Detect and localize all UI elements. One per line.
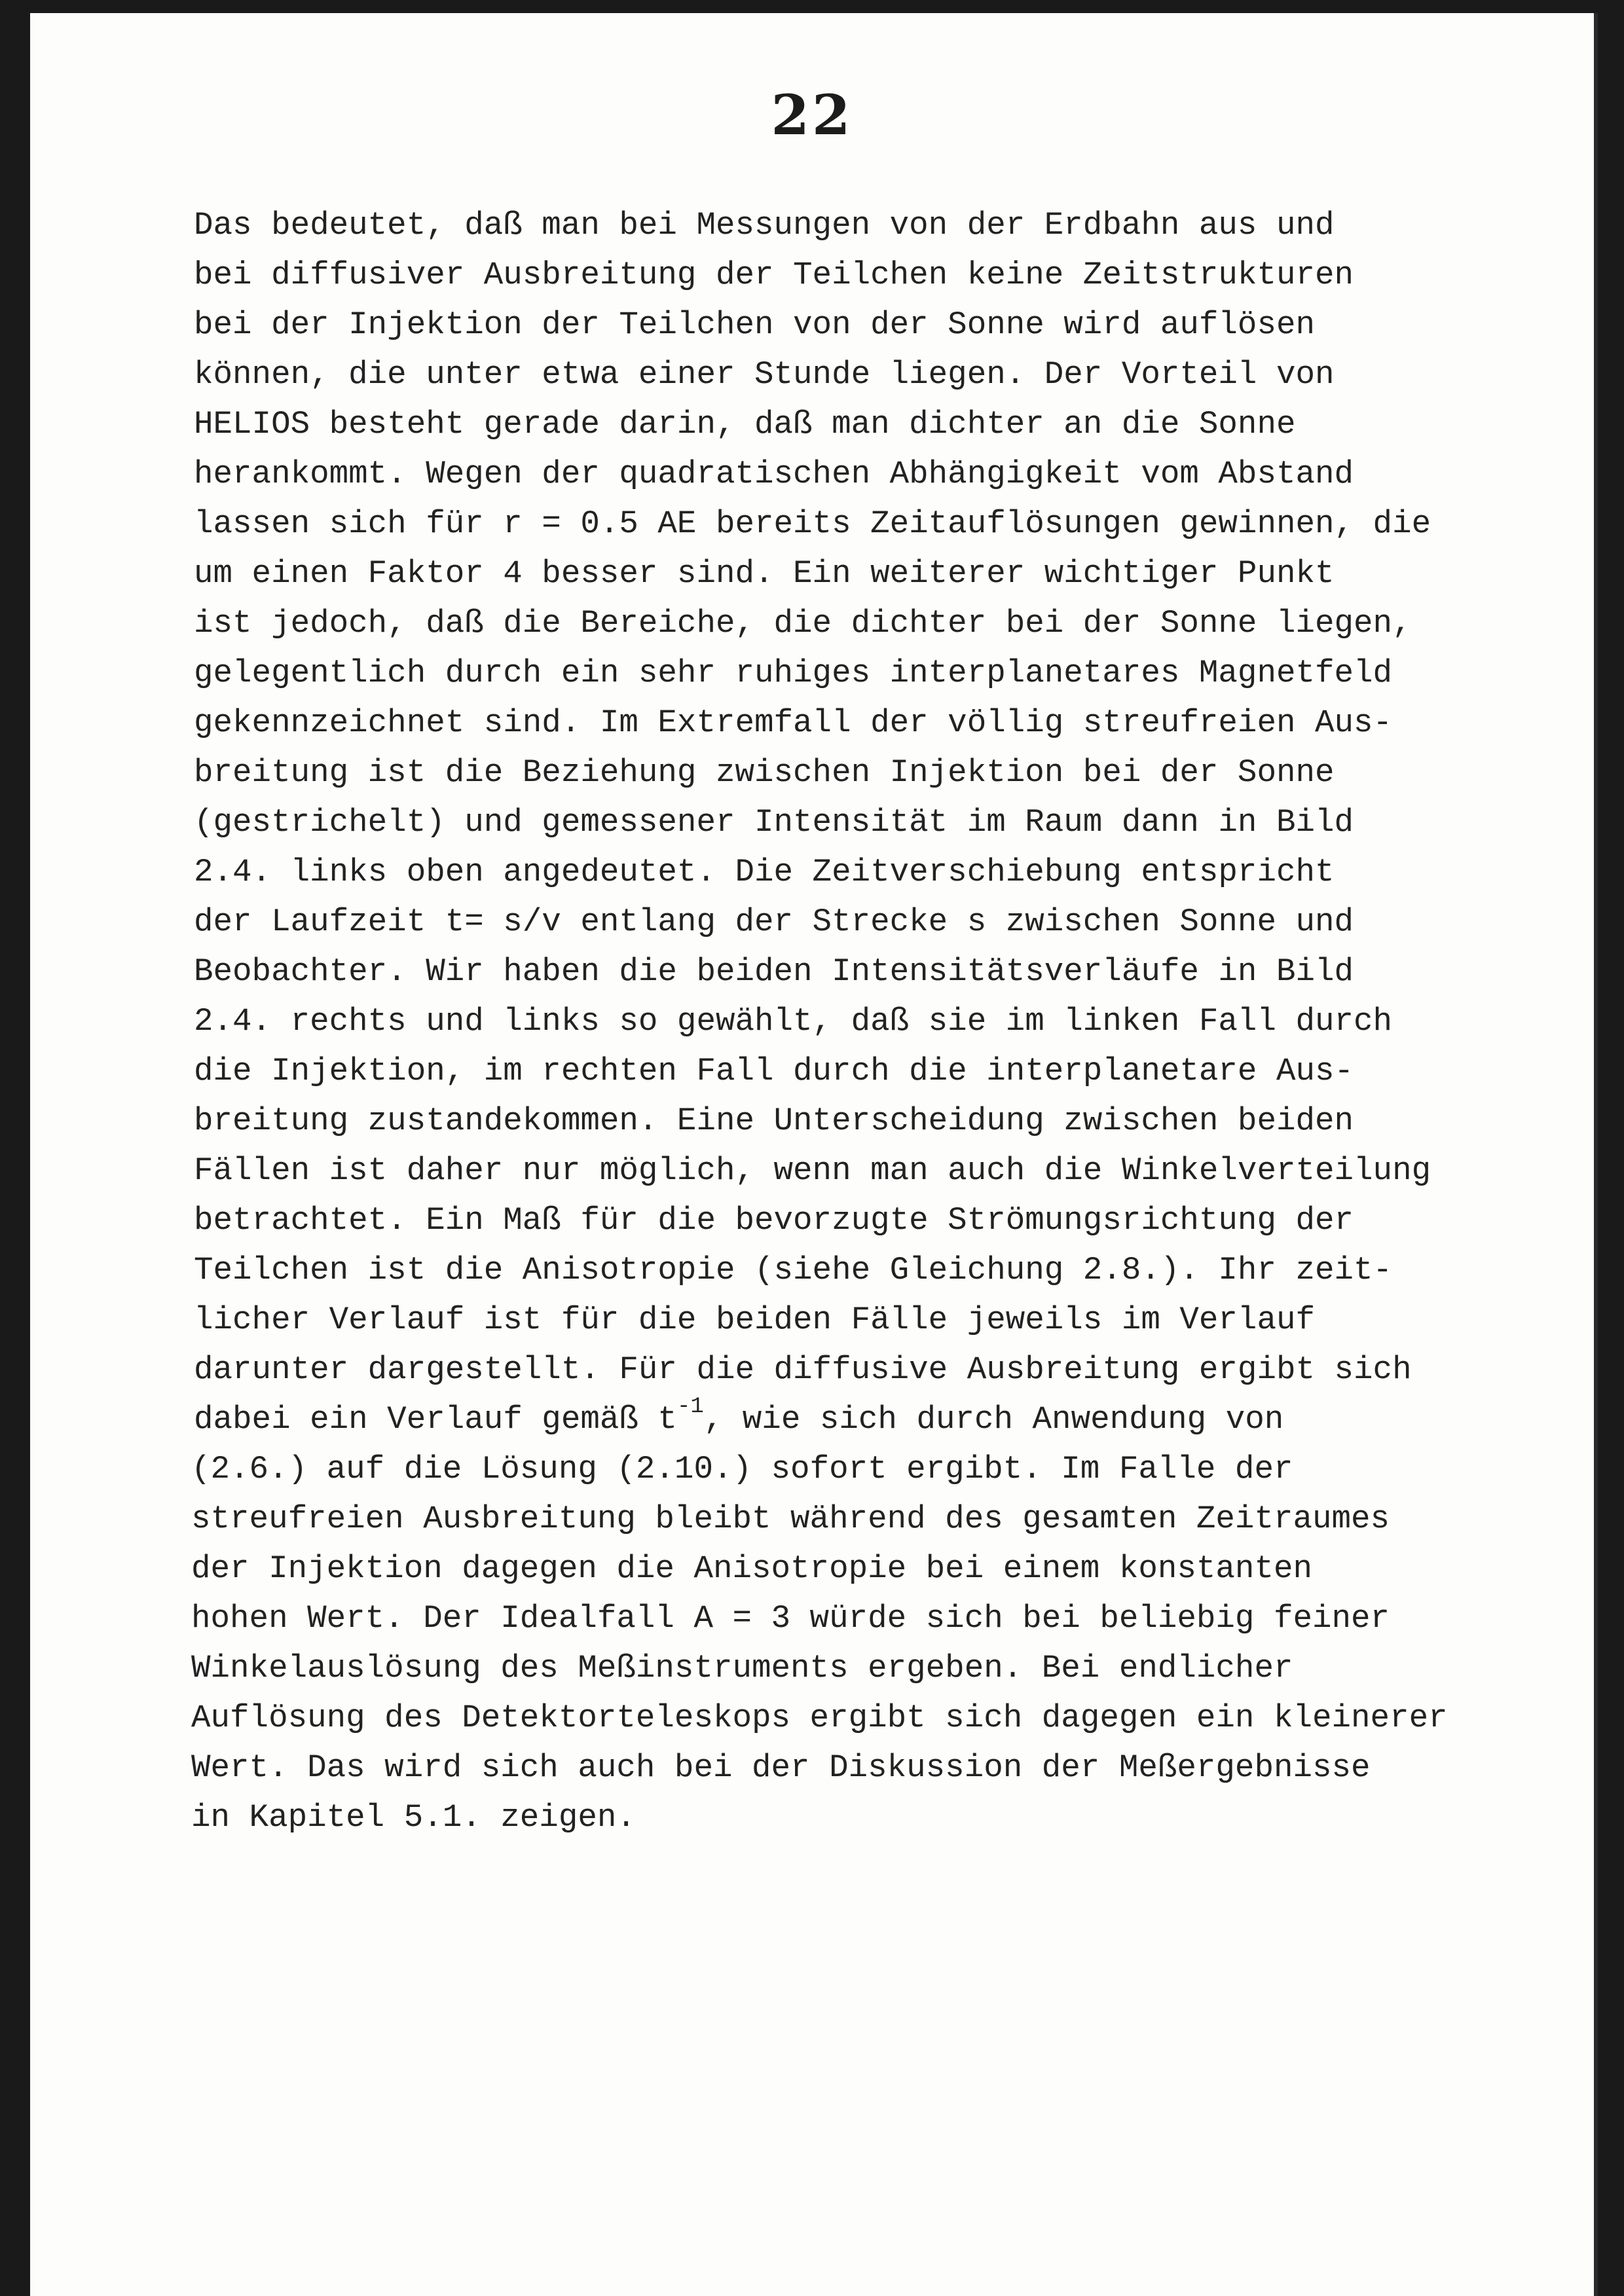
formula-line-before: dabei ein Verlauf gemäß t: [194, 1401, 677, 1438]
text-line: können, die unter etwa einer Stunde liegen. Der Vorteil von: [194, 356, 1335, 393]
text-line: hohen Wert. Der Idealfall A = 3 würde sich bei beliebig feiner: [191, 1600, 1390, 1637]
text-line: Beobachter. Wir haben die beiden Intensitätsverläufe in Bild: [194, 953, 1354, 990]
text-line: breitung zustandekommen. Eine Unterscheidung zwischen beiden: [194, 1102, 1354, 1139]
text-line: (2.6.) auf die Lösung (2.10.) sofort ergibt. Im Falle der: [191, 1451, 1293, 1487]
page-number: 22: [771, 82, 853, 147]
text-line: die Injektion, im rechten Fall durch die interplanetare Aus-: [194, 1053, 1354, 1089]
text-line: 2.4. rechts und links so gewählt, daß sie im linken Fall durch: [194, 1003, 1393, 1040]
text-line: breitung ist die Beziehung zwischen Injektion bei der Sonne: [194, 754, 1335, 791]
text-line: um einen Faktor 4 besser sind. Ein weiterer wichtiger Punkt: [194, 555, 1335, 592]
document-page: [30, 13, 1598, 2296]
text-line: Winkelauslösung des Meßinstruments ergeben. Bei endlicher: [191, 1650, 1293, 1686]
formula-exponent: -1: [676, 1394, 704, 1419]
text-line: der Laufzeit t= s/v entlang der Strecke s zwischen Sonne und: [194, 903, 1354, 940]
text-line: bei der Injektion der Teilchen von der Sonne wird auflösen: [194, 306, 1316, 343]
text-line: gelegentlich durch ein sehr ruhiges interplanetares Magnetfeld: [194, 655, 1393, 691]
text-line: streufreien Ausbreitung bleibt während des gesamten Zeitraumes: [191, 1501, 1390, 1537]
text-line: licher Verlauf ist für die beiden Fälle jeweils im Verlauf: [194, 1302, 1316, 1338]
text-line: herankommt. Wegen der quadratischen Abhängigkeit vom Abstand: [194, 456, 1354, 492]
text-line: ist jedoch, daß die Bereiche, die dichter bei der Sonne liegen,: [194, 605, 1412, 642]
text-line: lassen sich für r = 0.5 AE bereits Zeitauflösungen gewinnen, die: [194, 505, 1431, 542]
text-line: Das bedeutet, daß man bei Messungen von der Erdbahn aus und: [194, 207, 1335, 244]
formula-text-line: [194, 1394, 1284, 1442]
text-line: Wert. Das wird sich auch bei der Diskussion der Meßergebnisse: [191, 1749, 1371, 1786]
text-line: bei diffusiver Ausbreitung der Teilchen keine Zeitstrukturen: [194, 257, 1354, 293]
text-line: betrachtet. Ein Maß für die bevorzugte Strömungsrichtung der: [194, 1202, 1354, 1239]
text-line: Auflösung des Detektorteleskops ergibt sich dagegen ein kleinerer: [191, 1700, 1448, 1736]
formula-line-after: , wie sich durch Anwendung von: [703, 1401, 1284, 1438]
text-line: HELIOS besteht gerade darin, daß man dichter an die Sonne: [194, 406, 1296, 443]
text-line: darunter dargestellt. Für die diffusive Ausbreitung ergibt sich: [194, 1351, 1412, 1388]
text-line: gekennzeichnet sind. Im Extremfall der völlig streufreien Aus-: [194, 704, 1393, 741]
text-line: 2.4. links oben angedeutet. Die Zeitverschiebung entspricht: [194, 854, 1335, 890]
text-line: der Injektion dagegen die Anisotropie bei einem konstanten: [191, 1550, 1313, 1587]
text-line: in Kapitel 5.1. zeigen.: [191, 1799, 636, 1836]
text-line: (gestrichelt) und gemessener Intensität im Raum dann in Bild: [194, 804, 1354, 841]
text-line: Fällen ist daher nur möglich, wenn man auch die Winkelverteilung: [194, 1152, 1431, 1189]
text-line: Teilchen ist die Anisotropie (siehe Gleichung 2.8.). Ihr zeit-: [194, 1252, 1393, 1288]
